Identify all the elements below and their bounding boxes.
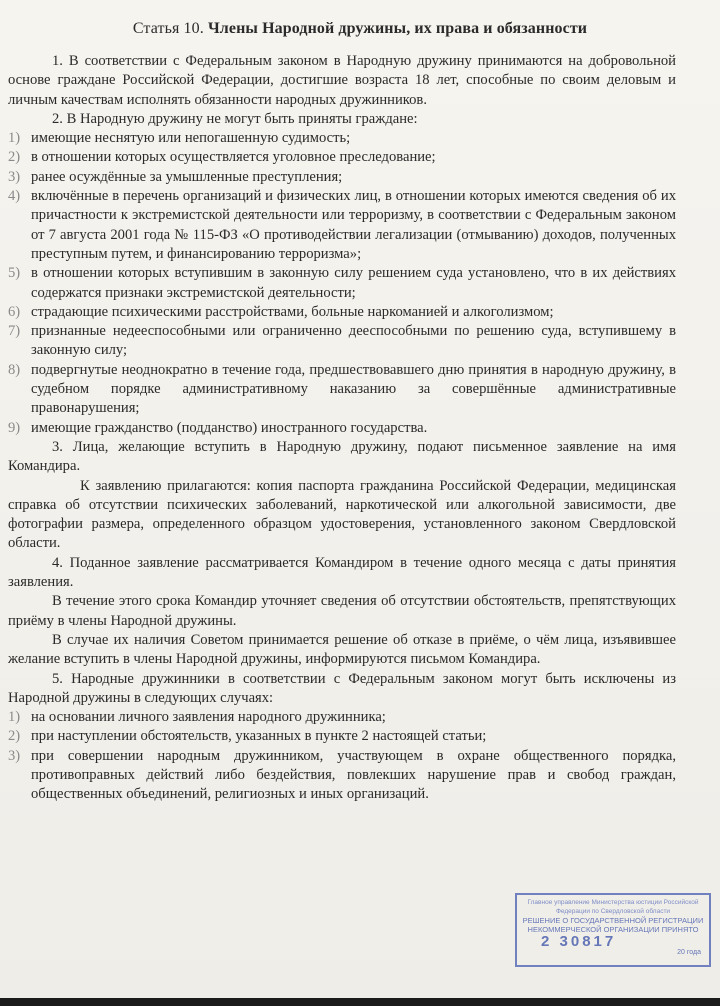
- list-item-number: 6): [8, 303, 21, 320]
- list-item-number: 3): [8, 747, 21, 764]
- list-item-text: ранее осуждённые за умышленные преступления;: [31, 168, 343, 185]
- article-title-bold: Члены Народной дружины, их права и обязанности: [207, 20, 588, 37]
- article-title-prefix: Статья 10.: [132, 20, 208, 37]
- list-item-text: имеющие гражданство (подданство) иностранного государства.: [31, 419, 428, 436]
- exclusion-list: [8, 708, 676, 804]
- paragraph-3: 3. Лица, желающие вступить в Народную дружину, подают письменное заявление на имя Командира.: [8, 438, 676, 475]
- list-item: [8, 708, 676, 727]
- list-item: [8, 361, 676, 419]
- stamp-authority: Главное управление Министерства юстиции Российской Федерации по Свердловской области: [527, 899, 699, 915]
- stamp-decision: РЕШЕНИЕ О ГОСУДАРСТВЕННОЙ РЕГИСТРАЦИИ НЕКОММЕРЧЕСКОЙ ОРГАНИЗАЦИИ ПРИНЯТО: [522, 916, 704, 934]
- restrictions-list: [8, 129, 676, 438]
- registration-stamp: [515, 893, 711, 967]
- list-item-number: 1): [8, 130, 21, 147]
- list-item: [8, 747, 676, 805]
- paragraph-4: 4. Поданное заявление рассматривается Командиром в течение одного месяца с даты принятия заявления.: [8, 554, 676, 591]
- list-item: [8, 187, 676, 264]
- paragraph-5: 5. Народные дружинники в соответствии с Федеральным законом могут быть исключены из Народной дружины в следующих случаях:: [8, 670, 676, 706]
- list-item-text: имеющие неснятую или непогашенную судимость;: [31, 130, 351, 147]
- article-title: [0, 20, 720, 38]
- list-item: [8, 148, 676, 167]
- list-item-number: 7): [8, 323, 21, 340]
- list-item-number: 2): [8, 149, 21, 166]
- list-item-text: подвергнутые неоднократно в течение года, предшествовавшего дню принятия в народную дружину, в судебном порядке административному наказанию за совершённые административные правонарушения;: [31, 361, 676, 417]
- list-item-text: признанные недееспособными или ограниченно дееспособными по решению суда, вступившему в законную силу;: [31, 323, 676, 359]
- list-item-text: включённые в перечень организаций и физических лиц, в отношении которых имеются сведения об их причастности к экстремистской деятельности или терроризму, в соответствии с Федеральным законом от 7 августа 2001 года № 115-ФЗ «О противодействии легализации (отмыванию) доходов, полученных преступным путем, и финансированию терроризма»;: [31, 188, 676, 262]
- list-item-number: 3): [8, 168, 21, 185]
- list-item: [8, 727, 676, 746]
- paragraph-3b: К заявлению прилагаются: копия паспорта гражданина Российской Федерации, медицинская справка об отсутствии психических заболеваний, наркотической или алкогольной зависимости, две фотографии размера, определенного образцом удостоверения, установленного законом Свердловской области.: [8, 477, 676, 552]
- list-item: [8, 129, 676, 148]
- list-item: [8, 264, 676, 303]
- list-item-number: 9): [8, 419, 21, 436]
- list-item-text: в отношении которых вступившим в законную силу решением суда установлено, что в их действиях содержатся признаки экстремистской деятельности;: [31, 265, 676, 301]
- paragraph-4b: В течение этого срока Командир уточняет сведения об отсутствии обстоятельств, препятствующих приёму в члены Народной дружины.: [8, 593, 676, 629]
- bottom-edge: [0, 998, 720, 1006]
- list-item: [8, 419, 676, 438]
- list-item: [8, 322, 676, 361]
- list-item-text: страдающие психическими расстройствами, больные наркоманией и алкоголизмом;: [31, 303, 554, 320]
- list-item-number: 2): [8, 728, 21, 745]
- article-body: [8, 52, 676, 805]
- list-item-number: 5): [8, 265, 21, 282]
- paragraph-1: 1. В соответствии с Федеральным законом в Народную дружину принимаются на добровольной основе граждане Российской Федерации, достигшие возраста 18 лет, способные по своим деловым и личным качествам исполнять обязанности народных дружинников.: [8, 53, 676, 108]
- list-item-text: при совершении народным дружинником, участвующем в охране общественного порядка, противоправных действий либо бездействия, повлекших нарушение прав и свобод граждан, общественных объединений, религиозных и иных организаций.: [31, 747, 676, 803]
- list-item-number: 4): [8, 188, 21, 205]
- list-item-number: 1): [8, 709, 21, 726]
- paragraph-2: 2. В Народную дружину не могут быть приняты граждане:: [52, 110, 418, 127]
- list-item-number: 8): [8, 361, 21, 378]
- stamp-year: 20 года: [677, 949, 701, 956]
- list-item-text: при наступлении обстоятельств, указанных в пункте 2 настоящей статьи;: [31, 728, 487, 745]
- list-item: [8, 168, 676, 187]
- list-item-text: в отношении которых осуществляется уголовное преследование;: [31, 149, 436, 166]
- paragraph-4c: В случае их наличия Советом принимается решение об отказе в приёме, о чём лица, изъявившее желание вступить в члены Народной дружины, информируются письмом Командира.: [8, 631, 676, 668]
- list-item-text: на основании личного заявления народного дружинника;: [31, 709, 386, 726]
- stamp-number: 2 30817: [541, 933, 617, 950]
- list-item: [8, 303, 676, 322]
